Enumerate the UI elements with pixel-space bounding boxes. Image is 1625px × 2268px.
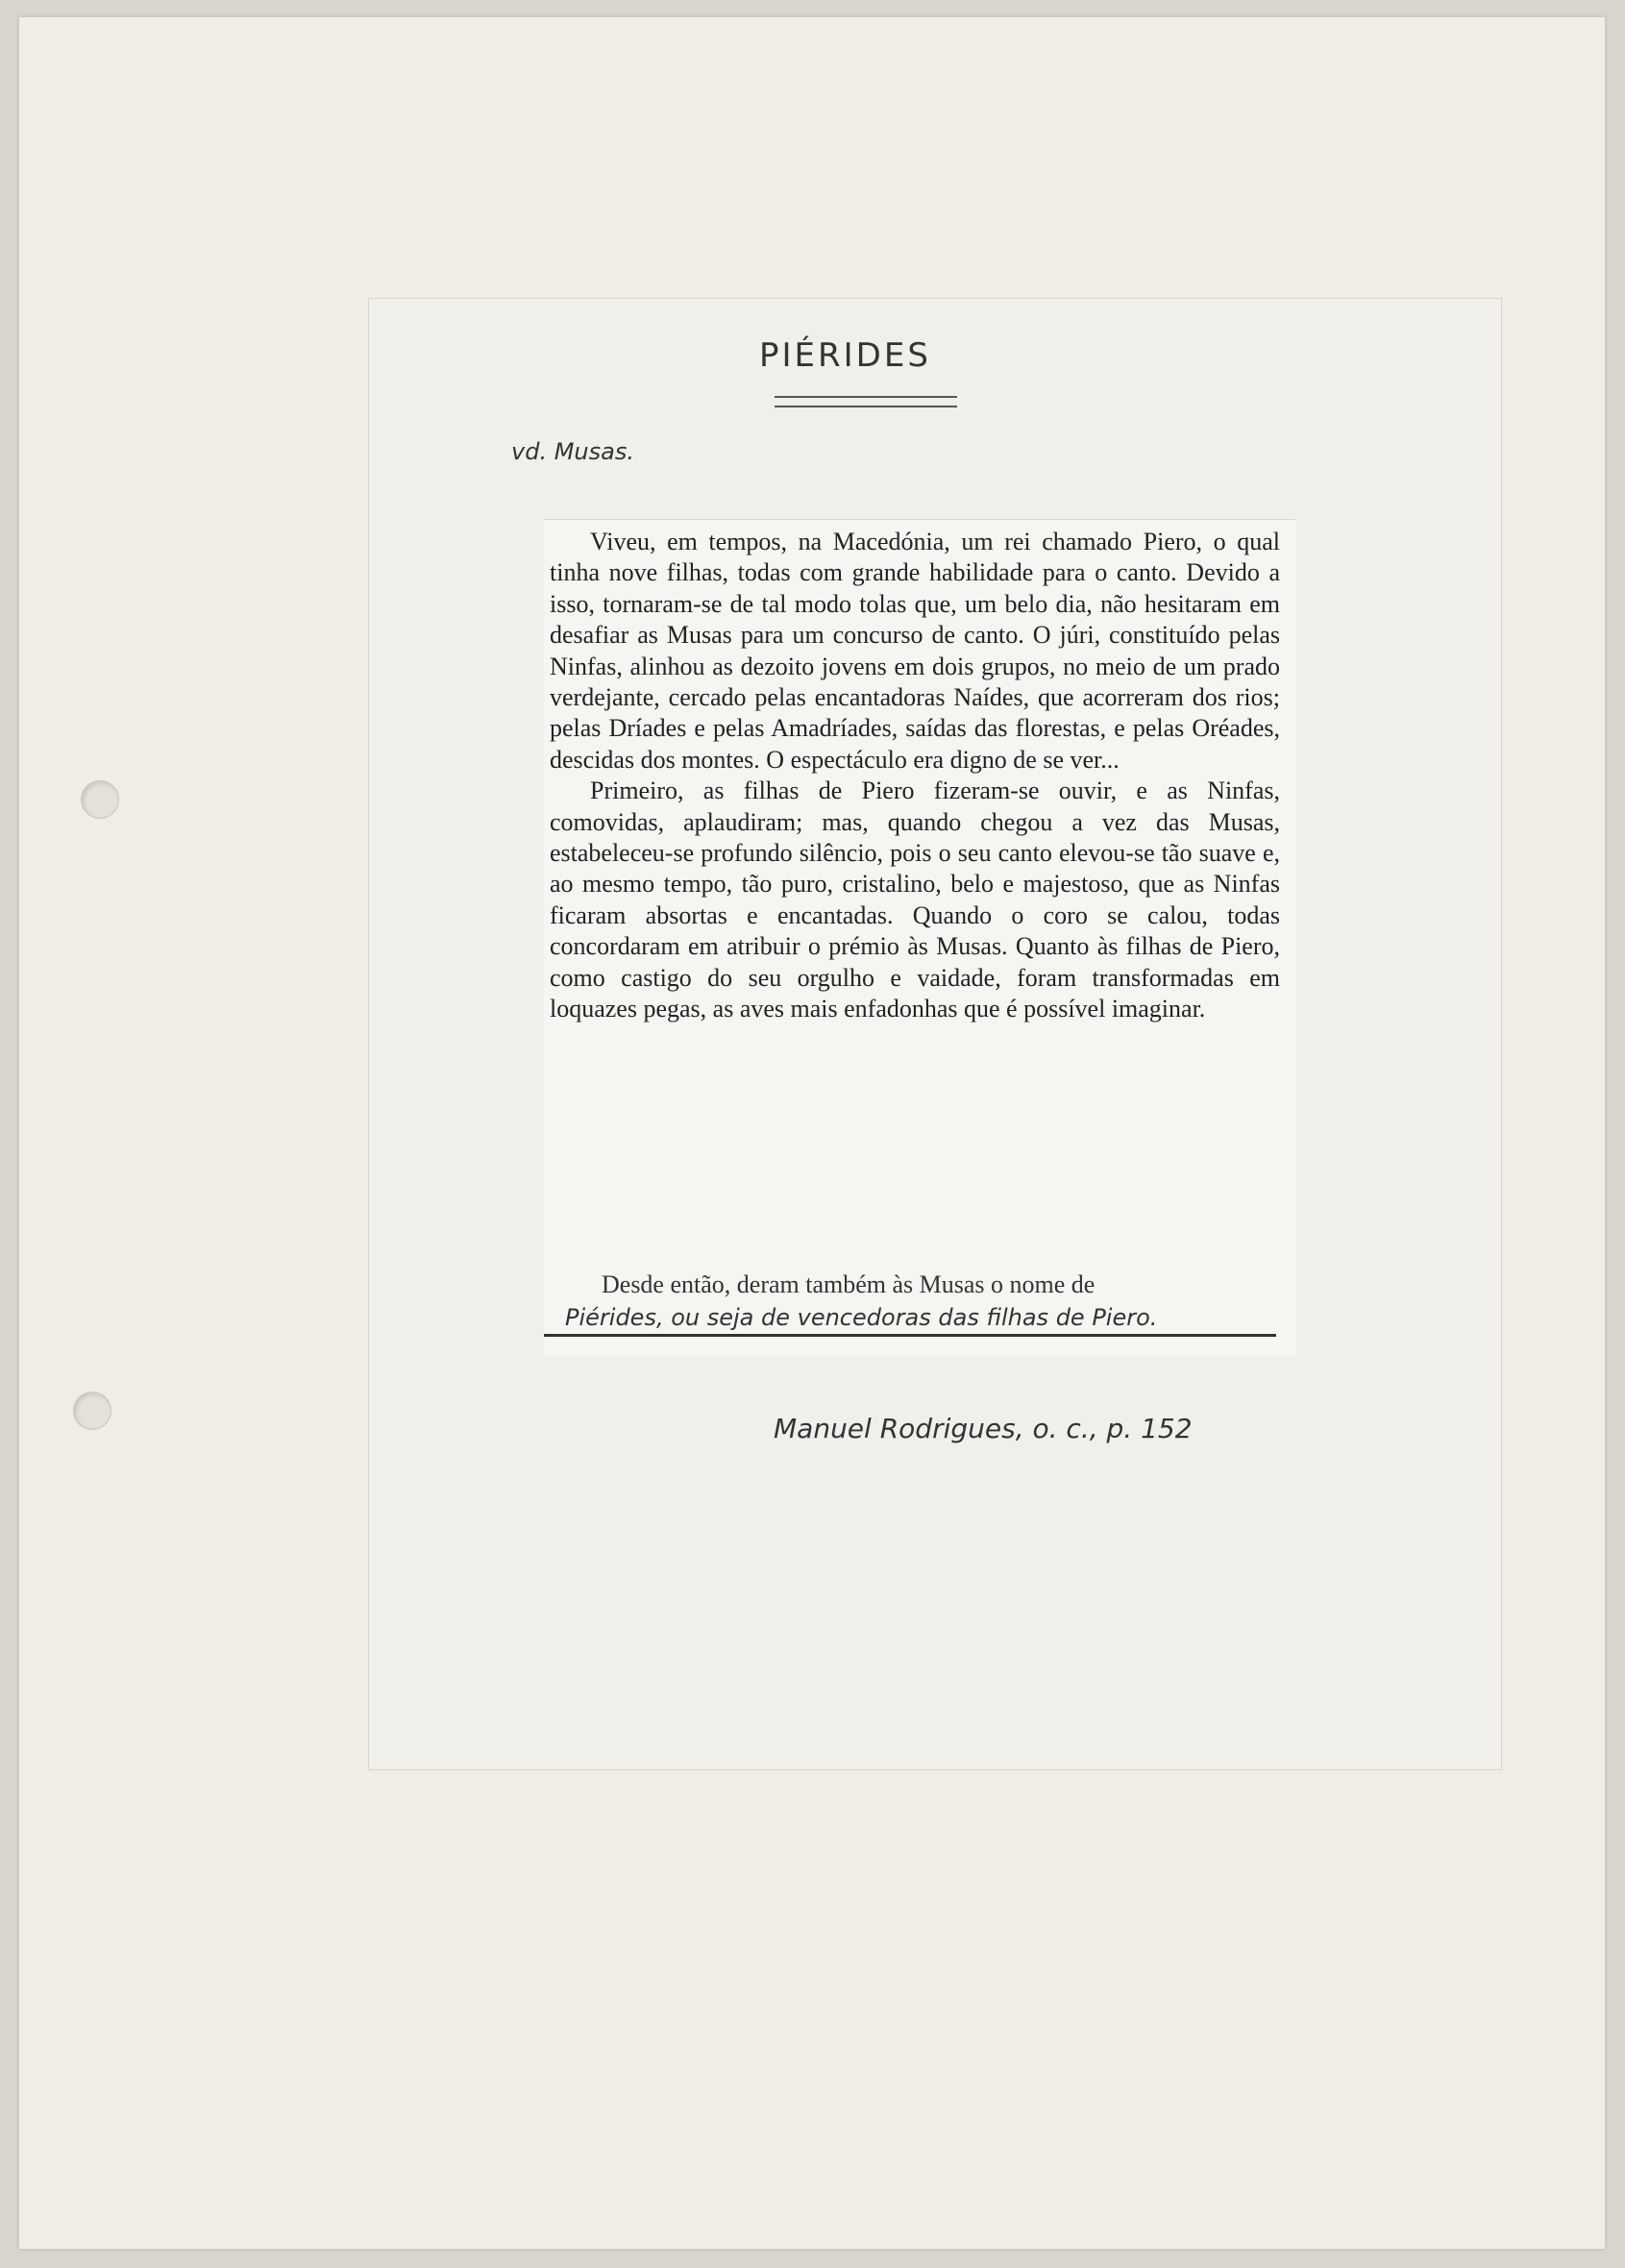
title-underline-2 [775,406,957,407]
clipping-body [550,527,1280,1025]
punch-hole-bottom [73,1392,111,1430]
punch-hole-top [81,780,119,819]
paragraph-1: Viveu, em tempos, na Macedónia, um rei chamado Piero, o qual tinha nove filhas, todas com grande habilidade para o canto. Devido a isso, tornaram-se de tal modo tolas que, um belo dia, não hesitaram em desafiar as Musas para um concurso de canto. O júri, constituído pelas Ninfas, alinhou as dezoito jovens em dois grupos, no meio de um prado verdejante, cercado pelas encantadoras Naídes, que acorreram dos rios; pelas Dríades e pelas Amadríades, saídas das florestas, e pelas Oréades, descidas dos montes. O espectáculo era digno de se ver... [550,528,1280,774]
cross-reference: vd. Musas. [511,438,634,465]
page-title: PIÉRIDES [759,336,931,375]
source-citation: Manuel Rodrigues, o. c., p. 152 [774,1413,1193,1444]
closing-line-1: Desde então, deram também às Musas o nome de [602,1270,1096,1298]
paragraph-2: Primeiro, as filhas de Piero fizeram-se ouvir, e as Ninfas, comovidas, aplaudiram; mas, quando chegou a vez das Musas, estabeleceu-se profundo silêncio, pois o seu canto elevou-se tão suave e, ao mesmo tempo, tão puro, cristalino, belo e majestoso, que as Ninfas ficaram absortas e encantadas. Quando o coro se calou, todas concordaram em atribuir o prémio às Musas. Quanto às filhas de Piero, como castigo do seu orgulho e vaidade, foram transformadas em loquazes pegas, as aves mais enfadonhas que é possível imaginar. [550,777,1280,1023]
clipping-closing [544,1269,1274,1337]
closing-line-2-handwritten: Piérides, ou seja de vencedoras das filhas de Piero. [544,1301,1276,1337]
title-underline-1 [775,396,957,398]
